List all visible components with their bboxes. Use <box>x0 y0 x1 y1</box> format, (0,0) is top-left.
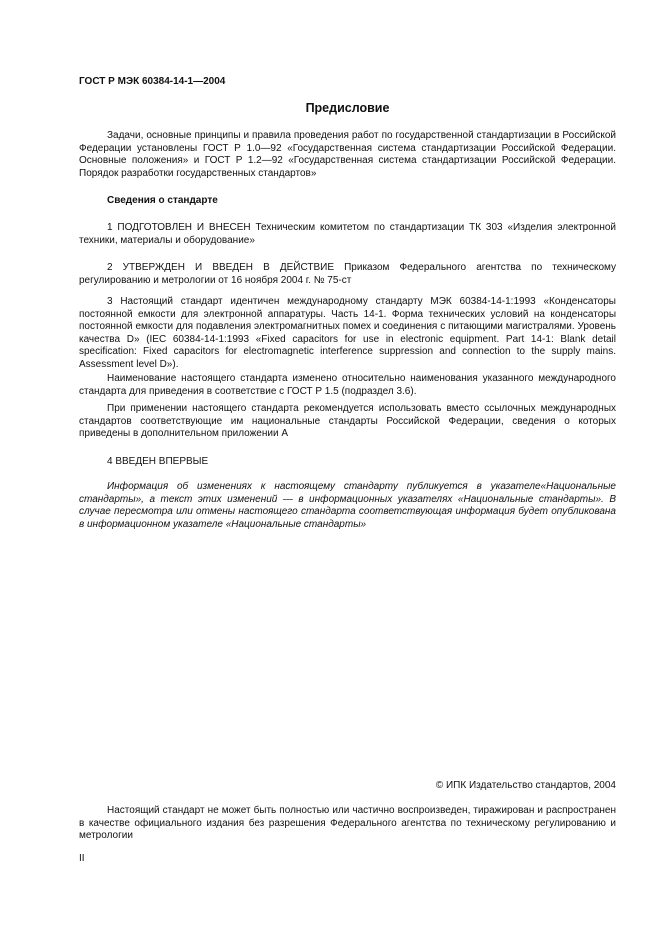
item-2-paragraph: 2 УТВЕРЖДЕН И ВВЕДЕН В ДЕЙСТВИЕ Приказом Федерального агентства по техническому регулированию и метрологии от 16 ноября 2004 г. № 75-ст <box>79 262 616 286</box>
document-code-header: ГОСТ Р МЭК 60384-14-1—2004 <box>79 76 226 87</box>
legal-notice: Настоящий стандарт не может быть полностью или частично воспроизведен, тиражирован и распространен в качестве официального издания без разрешения Федерального агентства по техническому регулированию и метрологии <box>79 805 616 842</box>
page-title: Предисловие <box>305 101 390 115</box>
item-4-paragraph: 4 ВВЕДЕН ВПЕРВЫЕ <box>107 456 209 467</box>
item-1-paragraph: 1 ПОДГОТОВЛЕН И ВНЕСЕН Техническим комитетом по стандартизации ТК 303 «Изделия электронной техники, материалы и оборудование» <box>79 222 616 246</box>
item-3-note-2: При применении настоящего стандарта рекомендуется использовать вместо ссылочных международных стандартов соответствующие им национальные стандарты Российской Федерации, сведения о которых приведены в дополнительном приложении А <box>79 403 616 440</box>
copyright-line: © ИПК Издательство стандартов, 2004 <box>435 780 616 791</box>
item-3-note-1: Наименование настоящего стандарта изменено относительно наименования указанного международного стандарта для приведения в соответствие с ГОСТ Р 1.5 (подраздел 3.6). <box>79 373 616 397</box>
section-heading: Сведения о стандарте <box>107 195 218 206</box>
changes-info-note: Информация об изменениях к настоящему стандарту публикуется в указателе«Национальные стандарты», а текст этих изменений — в информационных указателях «Национальные стандарты». В случае пересмотра или отмены настоящего стандарта соответствующая информация будет опубликована в информационном указателе «Национальные стандарты» <box>79 481 616 530</box>
item-3-paragraph: 3 Настоящий стандарт идентичен международному стандарту МЭК 60384-14-1:1993 «Конденсаторы постоянной емкости для электронной аппаратуры. Часть 14-1. Форма технических условий на конденсаторы постоянной емкости для подавления электромагнитных помех и соединения с питающими магистралями. Уровень качества D» (IEC 60384-14-1:1993 «Fixed capacitors for use in electronic equipment. Part 14-1: Blank detail specification: Fixed capacitors for electromagnetic interference suppression and connection to the supply mains. Assessment level D»). <box>79 296 616 370</box>
intro-paragraph: Задачи, основные принципы и правила проведения работ по государственной стандартизации в Российской Федерации установлены ГОСТ Р 1.0—92 «Государственная система стандартизации Российской Федерации. Основные положения» и ГОСТ Р 1.2—92 «Государственная система стандартизации Российской Федерации. Порядок разработки государственных стандартов» <box>79 130 616 179</box>
page-number: II <box>79 853 85 864</box>
